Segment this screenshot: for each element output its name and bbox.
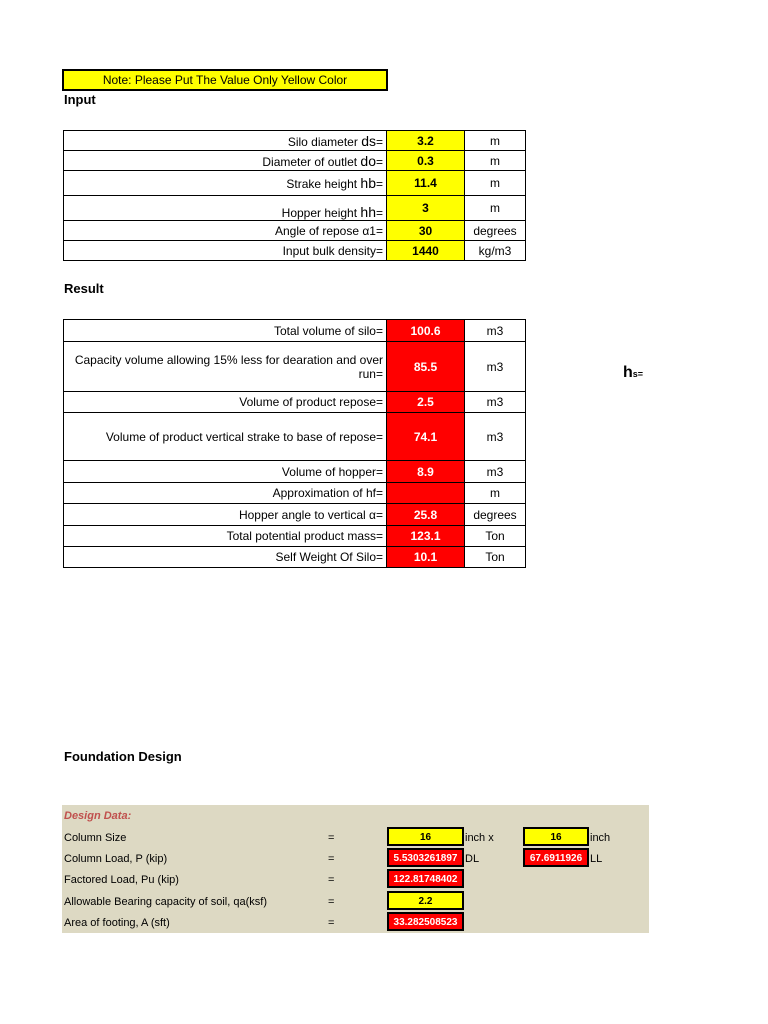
result-label: Total volume of silo= (64, 320, 387, 342)
column-load-dl-value: 5.5303261897 (387, 848, 464, 867)
hopper-angle-value: 25.8 (387, 504, 465, 526)
footing-area-label: Area of footing, A (sft) (64, 917, 170, 929)
equals-sign: = (328, 874, 335, 886)
result-label: Volume of product repose= (64, 392, 387, 413)
result-label: Capacity volume allowing 15% less for dearation and over run= (64, 342, 387, 392)
input-heading: Input (64, 92, 96, 107)
input-row-angle-of-repose (64, 221, 526, 241)
unit-label: m (465, 171, 526, 196)
unit-label: DL (465, 853, 480, 865)
input-row-bulk-density (64, 241, 526, 261)
input-label: Input bulk density= (64, 241, 387, 261)
capacity-volume-value: 85.5 (387, 342, 465, 392)
column-size-label: Column Size (64, 832, 127, 844)
outlet-diameter-input[interactable]: 0.3 (387, 151, 465, 171)
input-row-outlet-diameter (64, 151, 526, 171)
result-label: Hopper angle to vertical α= (64, 504, 387, 526)
column-size-input-1[interactable]: 16 (387, 827, 464, 846)
result-row (64, 504, 526, 526)
result-row (64, 547, 526, 568)
input-label: Angle of repose α1= (64, 221, 387, 241)
input-label: Hopper height hh= (64, 196, 387, 221)
result-heading: Result (64, 281, 104, 296)
product-mass-value: 123.1 (387, 526, 465, 547)
hf-approximation-value (387, 483, 465, 504)
column-load-ll-value: 67.6911926 (523, 848, 589, 867)
input-table (63, 130, 526, 261)
column-load-label: Column Load, P (kip) (64, 853, 168, 865)
unit-label: m (465, 151, 526, 171)
unit-label: degrees (465, 221, 526, 241)
unit-label: m (465, 483, 526, 504)
result-table (63, 319, 526, 568)
result-label: Approximation of hf= (64, 483, 387, 504)
hopper-height-input[interactable]: 3 (387, 196, 465, 221)
equals-sign: = (328, 853, 335, 865)
result-label: Volume of product vertical strake to base of repose= (64, 413, 387, 461)
equals-sign: = (328, 832, 335, 844)
silo-diameter-input[interactable]: 3.2 (387, 131, 465, 151)
bearing-capacity-input[interactable]: 2.2 (387, 891, 464, 910)
footing-area-value: 33.282508523 (387, 912, 464, 931)
hopper-volume-value: 8.9 (387, 461, 465, 483)
unit-label: m3 (465, 413, 526, 461)
factored-load-label: Factored Load, Pu (kip) (64, 874, 179, 886)
unit-label: Ton (465, 526, 526, 547)
design-data-title: Design Data: (64, 810, 132, 822)
angle-of-repose-input[interactable]: 30 (387, 221, 465, 241)
result-label: Self Weight Of Silo= (64, 547, 387, 568)
result-label: Total potential product mass= (64, 526, 387, 547)
unit-label: kg/m3 (465, 241, 526, 261)
unit-label: inch (590, 832, 611, 844)
foundation-heading: Foundation Design (64, 749, 182, 764)
input-label: Strake height hb= (64, 171, 387, 196)
unit-label: Ton (465, 547, 526, 568)
result-row (64, 461, 526, 483)
bulk-density-input[interactable]: 1440 (387, 241, 465, 261)
unit-label: m3 (465, 342, 526, 392)
unit-label: m3 (465, 461, 526, 483)
equals-sign: = (328, 917, 335, 929)
bearing-capacity-label: Allowable Bearing capacity of soil, qa(ksf) (64, 896, 267, 908)
result-label: Volume of hopper= (64, 461, 387, 483)
equals-sign: = (328, 896, 335, 908)
input-row-hopper-height (64, 196, 526, 221)
result-row (64, 483, 526, 504)
unit-label: m3 (465, 392, 526, 413)
unit-label: degrees (465, 504, 526, 526)
result-row (64, 413, 526, 461)
result-row (64, 526, 526, 547)
input-row-strake-height (64, 171, 526, 196)
note-banner: Note: Please Put The Value Only Yellow Color (62, 69, 388, 91)
input-label: Silo diameter ds= (64, 131, 387, 151)
strake-height-input[interactable]: 11.4 (387, 171, 465, 196)
unit-label: m (465, 131, 526, 151)
result-row (64, 392, 526, 413)
factored-load-value: 122.81748402 (387, 869, 464, 888)
hs-label: hs= (623, 364, 644, 381)
input-row-silo-diameter (64, 131, 526, 151)
result-row (64, 320, 526, 342)
unit-label: m (465, 196, 526, 221)
self-weight-value: 10.1 (387, 547, 465, 568)
unit-label: m3 (465, 320, 526, 342)
product-repose-value: 2.5 (387, 392, 465, 413)
result-row (64, 342, 526, 392)
design-data-panel (62, 805, 649, 933)
input-label: Diameter of outlet do= (64, 151, 387, 171)
unit-label: inch x (465, 832, 494, 844)
unit-label: LL (590, 853, 603, 865)
column-size-input-2[interactable]: 16 (523, 827, 589, 846)
vertical-strake-value: 74.1 (387, 413, 465, 461)
total-volume-value: 100.6 (387, 320, 465, 342)
